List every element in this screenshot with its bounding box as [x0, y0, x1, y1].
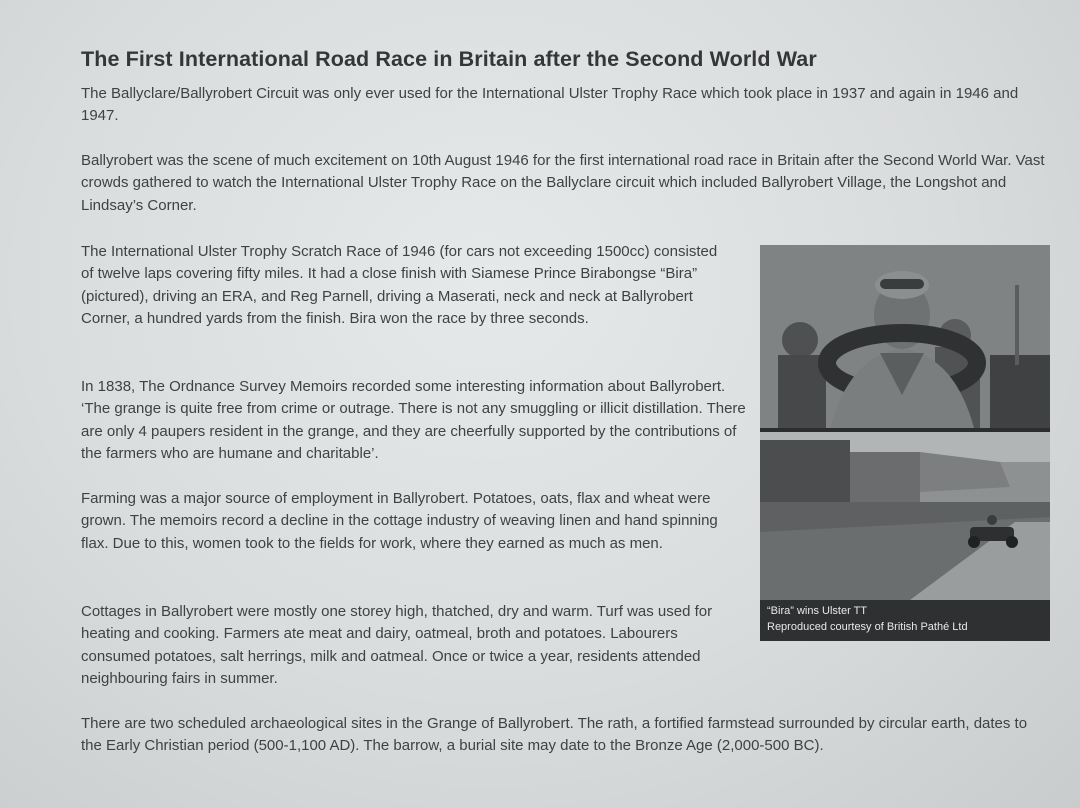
- paragraph-circuit: The Ballyclare/Ballyrobert Circuit was only ever used for the International Ulster Trophy Race which took place in 1937 and again in 1946 and 1947.: [81, 85, 1019, 125]
- paragraph-scratch-race: The International Ulster Trophy Scratch Race of 1946 (for cars not exceeding 1500cc) consisted of twelve laps covering fifty miles. It had a close finish with Siamese Prince Birabongse “Bira” (pictured), driving an ERA, and Reg Parnell, driving a Maserati, neck and neck at Ballyrobert Corner, a hundred yards from the finish. Bira won the race by three seconds.: [81, 243, 718, 328]
- driver-portrait-illustration: [760, 245, 1050, 428]
- driver-portrait-photo: [760, 245, 1050, 428]
- caption-title: “Bira” wins Ulster TT: [767, 605, 868, 617]
- paragraph-cottages: Cottages in Ballyrobert were mostly one storey high, thatched, dry and warm. Turf was used for heating and cooking. Farmers ate meat and dairy, oatmeal, broth and potatoes. Labourers consumed potatoes, salt herrings, milk and oatmeal. Once or twice a year, residents attended neighbouring fairs in summer.: [81, 603, 713, 688]
- photo-caption: [760, 600, 1050, 641]
- paragraph-archaeology: There are two scheduled archaeological sites in the Grange of Ballyrobert. The rath, a fortified farmstead surrounded by circular earth, dates to the Early Christian period (500-1,100 AD). The barrow, a burial site may date to the Bronze Age (2,000-500 BC).: [81, 715, 1028, 755]
- caption-credit: Reproduced courtesy of British Pathé Ltd: [767, 621, 968, 633]
- race-car-illustration: [760, 432, 1050, 600]
- paragraph-1946-race: Ballyrobert was the scene of much excitement on 10th August 1946 for the first international road race in Britain after the Second World War. Vast crowds gathered to watch the International Ulster Trophy Race on the Ballyclare circuit which included Ballyrobert Village, the Longshot and Lindsay’s Corner.: [81, 152, 1045, 214]
- sign-title: The First International Road Race in Britain after the Second World War: [81, 47, 817, 71]
- photo-panel: [760, 245, 1050, 641]
- race-car-photo: [760, 432, 1050, 600]
- paragraph-ordnance-survey: In 1838, The Ordnance Survey Memoirs recorded some interesting information about Ballyrobert. ‘The grange is quite free from crime or outrage. There is not any smuggling or illicit distillation. There are only 4 paupers resident in the grange, and they are cheerfully supported by the contributions of the farmers who are humane and charitable’.: [81, 378, 746, 463]
- paragraph-farming: Farming was a major source of employment in Ballyrobert. Potatoes, oats, flax and wheat were grown. The memoirs record a decline in the cottage industry of weaving linen and hand spinning flax. Due to this, women took to the fields for work, where they earned as much as men.: [81, 490, 718, 552]
